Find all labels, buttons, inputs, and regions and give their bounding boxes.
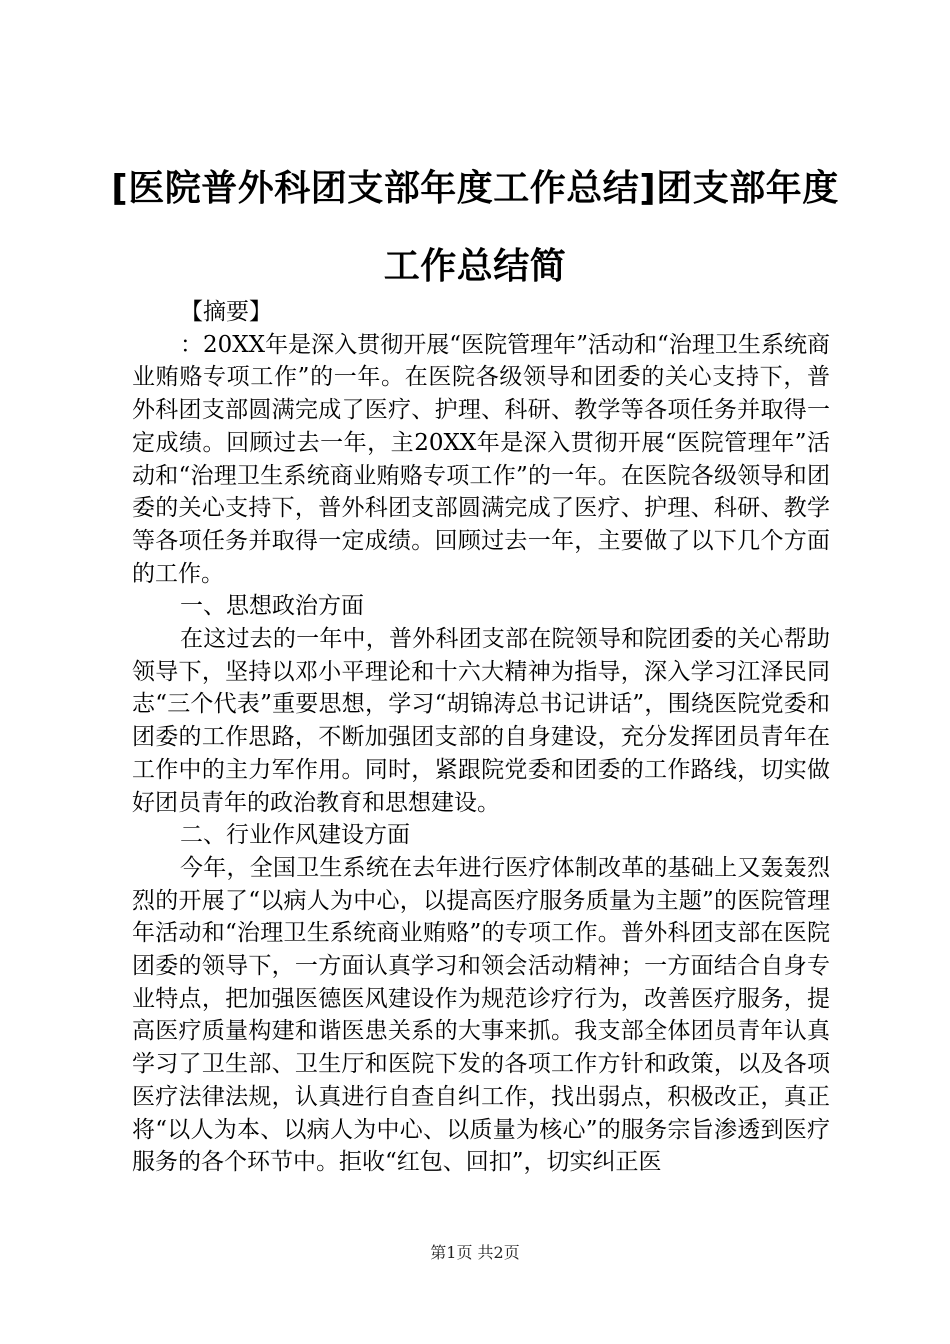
section-heading-conduct: 二、行业作风建设方面 bbox=[180, 822, 410, 849]
abstract-heading: 【摘要】 bbox=[180, 299, 272, 325]
document-body bbox=[132, 296, 830, 1179]
document-title: [医院普外科团支部年度工作总结]团支部年度工作总结简 bbox=[111, 168, 839, 287]
section-heading-ideology: 一、思想政治方面 bbox=[180, 593, 364, 620]
page-footer: 第1页 共2页 bbox=[430, 1243, 520, 1262]
section-paragraph-conduct: 今年，全国卫生系统在去年进行医疗体制改革的基础上又轰轰烈烈的开展了“以病人为中心，以提高医疗服务质量为主题”的医院管理年活动和“治理卫生系统商业贿赂”的专项工作。普外科团支部在医院团委的领导下，一方面认真学习和领会活动精神；一方面结合自身专业特点，把加强医德医风建设作为规范诊疗行为，改善医疗服务，提高医疗质量构建和谐医患关系的大事来抓。我支部全体团员青年认真学习了卫生部、卫生厅和医院下发的各项工作方针和政策，以及各项医疗法律法规，认真进行自查自纠工作，找出弱点，积极改正，真正将“以人为本、以病人为中心、以质量为核心”的服务宗旨渗透到医疗服务的各个环节中。拒收“红包、回扣”，切实纠正医 bbox=[132, 854, 830, 1176]
section-paragraph-ideology: 在这过去的一年中，普外科团支部在院领导和院团委的关心帮助领导下，坚持以邓小平理论和十六大精神为指导，深入学习江泽民同志“三个代表”重要思想，学习“胡锦涛总书记讲话”，围绕医院党委和团委的工作思路，不断加强团支部的自身建设，充分发挥团员青年在工作中的主力军作用。同时，紧跟院党委和团委的工作路线，切实做好团员青年的政治教育和思想建设。 bbox=[132, 626, 830, 816]
abstract-paragraph: ：20XX年是深入贯彻开展“医院管理年”活动和“治理卫生系统商业贿赂专项工作”的一年。在医院各级领导和团委的关心支持下，普外科团支部圆满完成了医疗、护理、科研、教学等各项任务并取得一定成绩。回顾过去一年，主20XX年是深入贯彻开展“医院管理年”活动和“治理卫生系统商业贿赂专项工作”的一年。在医院各级领导和团委的关心支持下，普外科团支部圆满完成了医疗、护理、科研、教学等各项任务并取得一定成绩。回顾过去一年，主要做了以下几个方面的工作。 bbox=[132, 331, 830, 587]
